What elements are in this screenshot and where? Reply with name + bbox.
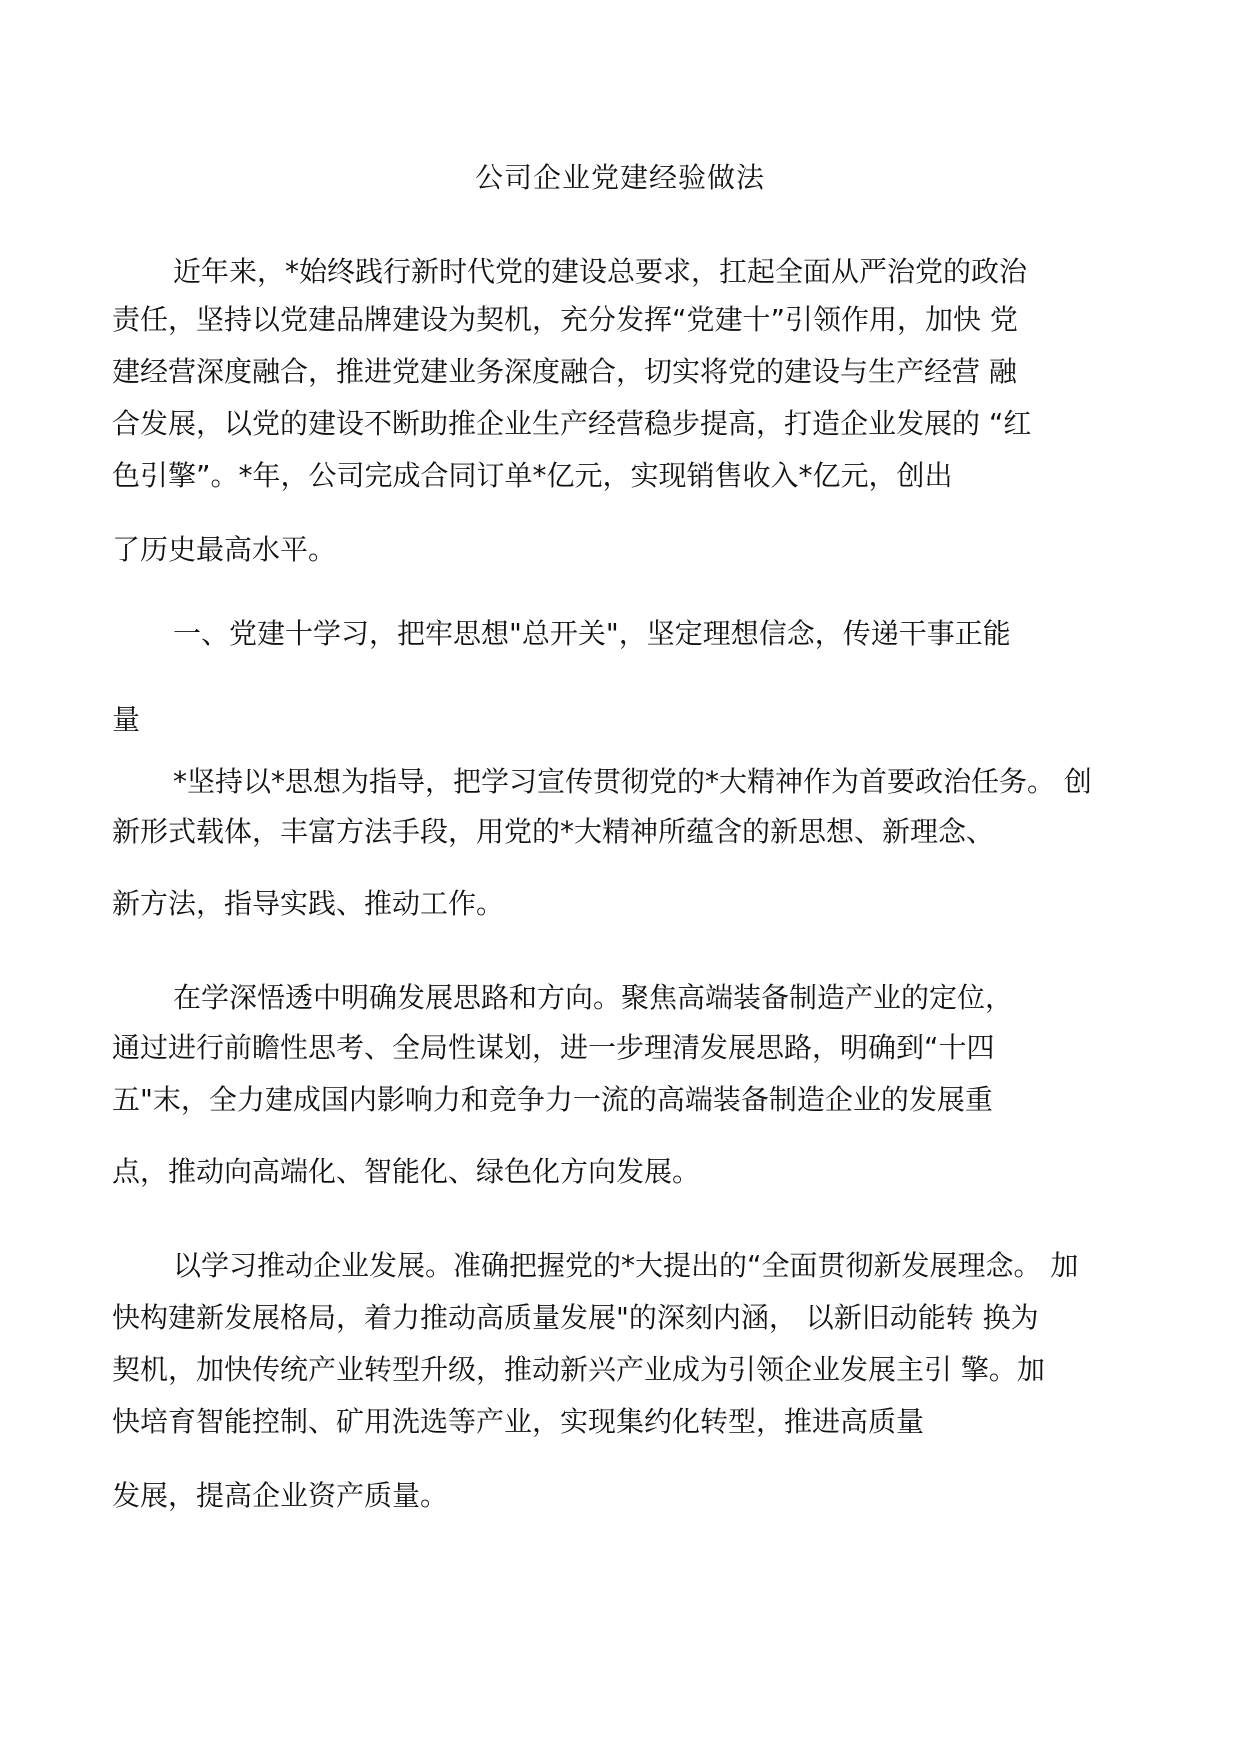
paragraph-3-line-3: 五"末，全力建成国内影响力和竞争力一流的高端装备制造企业的发展重 (112, 1083, 993, 1116)
paragraph-4-line-3: 契机，加快传统产业转型升级，推动新兴产业成为引领企业发展主引 擎。加 (112, 1353, 1045, 1386)
paragraph-4-line-5: 发展，提高企业资产质量。 (112, 1479, 449, 1512)
paragraph-1-line-2: 责任，坚持以党建品牌建设为契机，充分发挥“党建十”引领作用，加快 党 (112, 303, 1018, 336)
document-title: 公司企业党建经验做法 (474, 161, 765, 194)
paragraph-1-line-3: 建经营深度融合，推进党建业务深度融合，切实将党的建设与生产经营 融 (112, 355, 1017, 388)
paragraph-3-line-2: 通过进行前瞻性思考、全局性谋划，进一步理清发展思路，明确到“十四 (112, 1031, 995, 1064)
paragraph-3-line-4: 点，推动向高端化、智能化、绿色化方向发展。 (112, 1155, 701, 1188)
paragraph-4-line-2: 快构建新发展格局，着力推动高质量发展"的深刻内涵， 以新旧动能转 换为 (112, 1301, 1039, 1334)
paragraph-4-line-1: 以学习推动企业发展。准确把握党的*大提出的“全面贯彻新发展理念。 加 (173, 1249, 1079, 1282)
paragraph-2-line-2: 新形式载体，丰富方法手段，用党的*大精神所蕴含的新思想、新理念、 (112, 815, 995, 848)
paragraph-1-line-4: 合发展，以党的建设不断助推企业生产经营稳步提高，打造企业发展的 “红 (112, 407, 1032, 440)
paragraph-3-line-1: 在学深悟透中明确发展思路和方向。聚焦高端装备制造产业的定位， (173, 981, 1014, 1014)
paragraph-4-line-4: 快培育智能控制、矿用洗选等产业，实现集约化转型，推进高质量 (112, 1405, 925, 1438)
section-heading-line-2: 量 (112, 703, 141, 736)
paragraph-1-line-5: 色引擎”。*年，公司完成合同订单*亿元，实现销售收入*亿元，创出 (112, 459, 953, 492)
section-heading-line-1: 一、党建十学习，把牢思想"总开关"，坚定理想信念，传递干事正能 (173, 617, 1011, 650)
paragraph-1-line-1: 近年来，*始终践行新时代党的建设总要求，扛起全面从严治党的政治 (173, 255, 1028, 288)
paragraph-2-line-1: *坚持以*思想为指导，把学习宣传贯彻党的*大精神作为首要政治任务。 创 (173, 765, 1092, 798)
paragraph-2-line-3: 新方法，指导实践、推动工作。 (112, 887, 505, 920)
paragraph-1-line-6: 了历史最高水平。 (112, 533, 337, 566)
